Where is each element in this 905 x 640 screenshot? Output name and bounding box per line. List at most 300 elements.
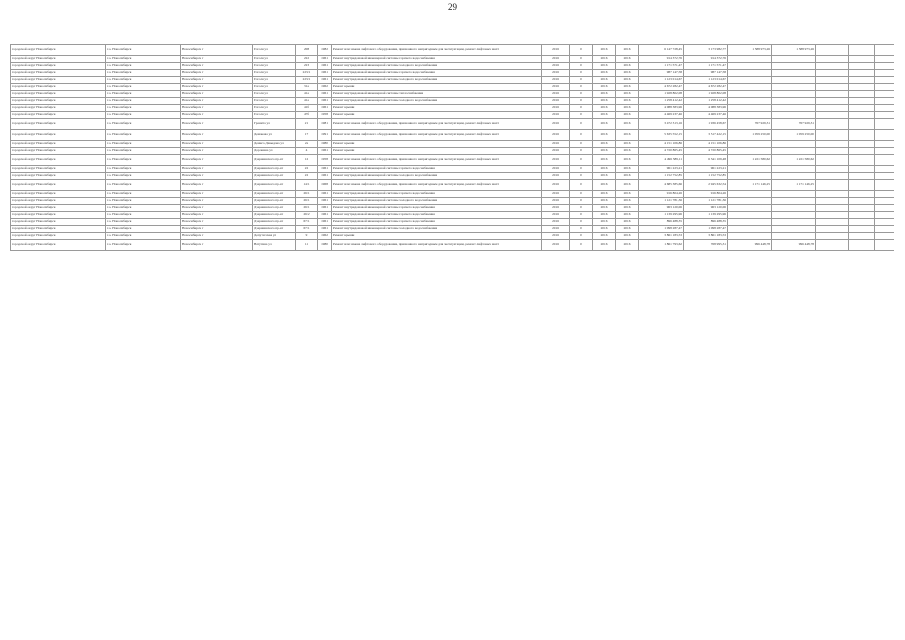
start-year-cell: 2016 [593, 219, 616, 226]
extra-cell-3 [875, 56, 895, 63]
end-year-cell: 2016 [616, 70, 639, 77]
fund-cost-cell: 961 223,21 [684, 166, 728, 173]
street-cell: Гранита ул [253, 119, 296, 130]
total-cost-cell: 4 685 385,66 [639, 180, 684, 191]
extra-cell-3 [875, 77, 895, 84]
extra-cell-2 [849, 105, 875, 112]
end-year-cell: 2016 [616, 226, 639, 233]
extra-cell-2 [849, 148, 875, 155]
flag-cell: 0 [570, 233, 593, 240]
flag-cell: 0 [570, 148, 593, 155]
settlement-cell: г.о. Новосибирск [106, 166, 181, 173]
street-cell: Дзержинского пр-кт [253, 180, 296, 191]
street-cell: Демакова ул [253, 130, 296, 141]
house-cell: 31а [296, 84, 318, 91]
flag-cell: 0 [570, 205, 593, 212]
year-cell: 1961 [318, 212, 332, 219]
start-year-cell: 2016 [593, 141, 616, 148]
flag-cell: 0 [570, 240, 593, 251]
settlement-cell: г.о. Новосибирск [106, 240, 181, 251]
table-row [11, 84, 895, 91]
extra-cell-3 [875, 212, 895, 219]
municipality-cell: городской округ Новосибирск [11, 45, 106, 56]
work-type-cell: Ремонт или замена лифтового оборудования, признанного непригодным для эксплуатации, ремонт лифтовых шахт [332, 180, 542, 191]
fund-cost-cell: 4 720 865,45 [684, 148, 728, 155]
total-cost-cell: 1 098 287,47 [639, 226, 684, 233]
settlement-cell: г.о. Новосибирск [106, 198, 181, 205]
extra-cell-2 [849, 166, 875, 173]
extra-cell-1 [816, 205, 849, 212]
fund-cost-cell: 1 258 412,42 [684, 98, 728, 105]
extra-cell-2 [849, 191, 875, 198]
flag-cell: 0 [570, 91, 593, 98]
total-cost-cell: 961 223,21 [639, 166, 684, 173]
extra-cell-2 [849, 212, 875, 219]
end-year-cell: 2016 [616, 130, 639, 141]
flag-cell: 0 [570, 155, 593, 166]
start-year-cell: 2016 [593, 226, 616, 233]
total-cost-cell: 987 147,58 [639, 70, 684, 77]
extra-cell-1 [816, 130, 849, 141]
fund-cost-cell: 1 171 571,47 [684, 63, 728, 70]
owners-cost-cell: 1 171 146,25 [772, 180, 816, 191]
table-row [11, 240, 895, 251]
year-cell: 1961 [318, 219, 332, 226]
municipality-cell: городской округ Новосибирск [11, 173, 106, 180]
start-year-cell: 2016 [593, 105, 616, 112]
start-year-cell: 2016 [593, 191, 616, 198]
end-year-cell: 2016 [616, 191, 639, 198]
table-row [11, 226, 895, 233]
fund-cost-cell: 1 123 014,67 [684, 77, 728, 84]
budget-cost-cell [728, 173, 772, 180]
municipality-cell: городской округ Новосибирск [11, 91, 106, 98]
municipality-cell: городской округ Новосибирск [11, 105, 106, 112]
city-cell: Новосибирск г [181, 84, 253, 91]
city-cell: Новосибирск г [181, 63, 253, 70]
extra-cell-1 [816, 63, 849, 70]
capital-repair-table [10, 44, 894, 251]
city-cell: Новосибирск г [181, 198, 253, 205]
extra-cell-1 [816, 219, 849, 226]
start-year-cell: 2016 [593, 233, 616, 240]
plan-year-cell: 2016 [542, 219, 570, 226]
owners-cost-cell: 1 059 250,00 [772, 130, 816, 141]
work-type-cell: Ремонт внутридомовой инженерной системы горячего водоснабжения [332, 166, 542, 173]
fund-cost-cell: 4 151 106,86 [684, 141, 728, 148]
year-cell: 1981 [318, 119, 332, 130]
fund-cost-cell: 1 098 287,47 [684, 226, 728, 233]
settlement-cell: г.о. Новосибирск [106, 119, 181, 130]
extra-cell-2 [849, 70, 875, 77]
work-type-cell: Ремонт или замена лифтового оборудования, признанного непригодным для эксплуатации, ремонт лифтовых шахт [332, 240, 542, 251]
end-year-cell: 2016 [616, 91, 639, 98]
total-cost-cell: 1 861 793,62 [639, 240, 684, 251]
table-row [11, 77, 895, 84]
city-cell: Новосибирск г [181, 141, 253, 148]
house-cell: 67/1 [296, 226, 318, 233]
fund-cost-cell: 6 341 109,48 [684, 155, 728, 166]
end-year-cell: 2016 [616, 219, 639, 226]
extra-cell-3 [875, 219, 895, 226]
flag-cell: 0 [570, 56, 593, 63]
house-cell: 208 [296, 45, 318, 56]
house-cell: 41а [296, 91, 318, 98]
street-cell: Дзержинского пр-кт [253, 219, 296, 226]
flag-cell: 0 [570, 98, 593, 105]
total-cost-cell: 4 672 282,47 [639, 84, 684, 91]
fund-cost-cell: 3 517 422,15 [684, 130, 728, 141]
municipality-cell: городской округ Новосибирск [11, 166, 106, 173]
flag-cell: 0 [570, 130, 593, 141]
total-cost-cell: 1 928 802,08 [639, 91, 684, 98]
budget-cost-cell: 767 929,31 [728, 119, 772, 130]
extra-cell-1 [816, 98, 849, 105]
municipality-cell: городской округ Новосибирск [11, 77, 106, 84]
settlement-cell: г.о. Новосибирск [106, 191, 181, 198]
city-cell: Новосибирск г [181, 233, 253, 240]
total-cost-cell: 1 139 295,96 [639, 212, 684, 219]
fund-cost-cell: 1 121 781,36 [684, 198, 728, 205]
plan-year-cell: 2016 [542, 180, 570, 191]
start-year-cell: 2016 [593, 130, 616, 141]
settlement-cell: г.о. Новосибирск [106, 63, 181, 70]
end-year-cell: 2016 [616, 233, 639, 240]
table-row [11, 148, 895, 155]
year-cell: 1961 [318, 91, 332, 98]
extra-cell-2 [849, 173, 875, 180]
owners-cost-cell [772, 148, 816, 155]
street-cell: Дзержинского пр-кт [253, 212, 296, 219]
flag-cell: 0 [570, 166, 593, 173]
municipality-cell: городской округ Новосибирск [11, 84, 106, 91]
start-year-cell: 2016 [593, 112, 616, 119]
start-year-cell: 2016 [593, 56, 616, 63]
extra-cell-1 [816, 191, 849, 198]
house-cell: 17 [296, 130, 318, 141]
owners-cost-cell: 1 221 580,62 [772, 155, 816, 166]
extra-cell-2 [849, 98, 875, 105]
plan-year-cell: 2016 [542, 173, 570, 180]
municipality-cell: городской округ Новосибирск [11, 205, 106, 212]
plan-year-cell: 2016 [542, 77, 570, 84]
plan-year-cell: 2016 [542, 240, 570, 251]
year-cell: 1961 [318, 105, 332, 112]
budget-cost-cell: 1 588 973,26 [728, 45, 772, 56]
plan-year-cell: 2016 [542, 112, 570, 119]
extra-cell-1 [816, 226, 849, 233]
street-cell: Гоголя ул [253, 56, 296, 63]
extra-cell-3 [875, 130, 895, 141]
street-cell: Гоголя ул [253, 77, 296, 84]
table-row [11, 91, 895, 98]
extra-cell-3 [875, 198, 895, 205]
fund-cost-cell: 1 139 295,96 [684, 212, 728, 219]
extra-cell-1 [816, 56, 849, 63]
total-cost-cell: 1 123 014,67 [639, 77, 684, 84]
city-cell: Новосибирск г [181, 166, 253, 173]
work-type-cell: Ремонт внутридомовой инженерной системы холодного водоснабжения [332, 77, 542, 84]
work-type-cell: Ремонт внутридомовой инженерной системы горячего водоснабжения [332, 70, 542, 77]
owners-cost-cell [772, 70, 816, 77]
extra-cell-1 [816, 70, 849, 77]
start-year-cell: 2016 [593, 173, 616, 180]
work-type-cell: Ремонт внутридомовой инженерной системы горячего водоснабжения [332, 212, 542, 219]
work-type-cell: Ремонт крыши [332, 112, 542, 119]
street-cell: Депутатская ул [253, 233, 296, 240]
street-cell: Дениса Давыдова ул [253, 141, 296, 148]
extra-cell-1 [816, 45, 849, 56]
end-year-cell: 2016 [616, 166, 639, 173]
budget-cost-cell [728, 198, 772, 205]
budget-cost-cell [728, 148, 772, 155]
total-cost-cell: 4 720 865,45 [639, 148, 684, 155]
city-cell: Новосибирск г [181, 212, 253, 219]
table-row [11, 141, 895, 148]
extra-cell-3 [875, 180, 895, 191]
start-year-cell: 2016 [593, 212, 616, 219]
year-cell: 1961 [318, 56, 332, 63]
flag-cell: 0 [570, 63, 593, 70]
fund-cost-cell: 3 173 982,77 [684, 45, 728, 56]
municipality-cell: городской округ Новосибирск [11, 226, 106, 233]
end-year-cell: 2016 [616, 45, 639, 56]
year-cell: 1980 [318, 240, 332, 251]
municipality-cell: городской округ Новосибирск [11, 155, 106, 166]
total-cost-cell: 3 861 183,53 [639, 233, 684, 240]
table-row [11, 63, 895, 70]
fund-cost-cell: 916 804,26 [684, 191, 728, 198]
start-year-cell: 2016 [593, 240, 616, 251]
flag-cell: 0 [570, 191, 593, 198]
fund-cost-cell: 896 488,35 [684, 219, 728, 226]
table-row [11, 191, 895, 198]
city-cell: Новосибирск г [181, 77, 253, 84]
street-cell: Доронина ул [253, 148, 296, 155]
extra-cell-3 [875, 233, 895, 240]
table-body [11, 45, 895, 251]
extra-cell-1 [816, 155, 849, 166]
fund-cost-cell: 987 147,58 [684, 70, 728, 77]
budget-cost-cell [728, 219, 772, 226]
plan-year-cell: 2016 [542, 166, 570, 173]
table-row [11, 155, 895, 166]
house-cell: 22 [296, 173, 318, 180]
house-cell: 9 [296, 233, 318, 240]
municipality-cell: городской округ Новосибирск [11, 56, 106, 63]
settlement-cell: г.о. Новосибирск [106, 77, 181, 84]
table-row [11, 212, 895, 219]
extra-cell-3 [875, 240, 895, 251]
extra-cell-3 [875, 191, 895, 198]
year-cell: 1961 [318, 77, 332, 84]
plan-year-cell: 2016 [542, 56, 570, 63]
start-year-cell: 2016 [593, 45, 616, 56]
municipality-cell: городской округ Новосибирск [11, 70, 106, 77]
budget-cost-cell [728, 233, 772, 240]
extra-cell-1 [816, 91, 849, 98]
work-type-cell: Ремонт крыши [332, 141, 542, 148]
settlement-cell: г.о. Новосибирск [106, 105, 181, 112]
extra-cell-1 [816, 198, 849, 205]
work-type-cell: Ремонт крыши [332, 148, 542, 155]
start-year-cell: 2016 [593, 70, 616, 77]
budget-cost-cell: 1 221 580,62 [728, 155, 772, 166]
city-cell: Новосибирск г [181, 105, 253, 112]
owners-cost-cell [772, 219, 816, 226]
table-row [11, 219, 895, 226]
settlement-cell: г.о. Новосибирск [106, 141, 181, 148]
year-cell: 1961 [318, 205, 332, 212]
municipality-cell: городской округ Новосибирск [11, 219, 106, 226]
capital-repair-table-container [10, 44, 894, 625]
municipality-cell: городской округ Новосибирск [11, 180, 106, 191]
house-cell: 11 [296, 240, 318, 251]
page-number: 29 [448, 2, 457, 12]
budget-cost-cell [728, 105, 772, 112]
house-cell: 26/1 [296, 205, 318, 212]
extra-cell-2 [849, 219, 875, 226]
city-cell: Новосибирск г [181, 45, 253, 56]
plan-year-cell: 2016 [542, 84, 570, 91]
flag-cell: 0 [570, 77, 593, 84]
work-type-cell: Ремонт внутридомовой инженерной системы горячего водоснабжения [332, 56, 542, 63]
year-cell: 1961 [318, 63, 332, 70]
street-cell: Гоголя ул [253, 112, 296, 119]
year-cell: 1961 [318, 191, 332, 198]
city-cell: Новосибирск г [181, 173, 253, 180]
owners-cost-cell [772, 98, 816, 105]
street-cell: Гоголя ул [253, 45, 296, 56]
house-cell: 22 [296, 166, 318, 173]
extra-cell-2 [849, 226, 875, 233]
year-cell: 1961 [318, 148, 332, 155]
table-row [11, 166, 895, 173]
total-cost-cell: 3 472 313,16 [639, 119, 684, 130]
end-year-cell: 2016 [616, 240, 639, 251]
flag-cell: 0 [570, 219, 593, 226]
fund-cost-cell: 1 928 802,08 [684, 91, 728, 98]
extra-cell-3 [875, 155, 895, 166]
budget-cost-cell [728, 56, 772, 63]
budget-cost-cell: 996 448,78 [728, 240, 772, 251]
budget-cost-cell [728, 226, 772, 233]
total-cost-cell: 6 147 728,45 [639, 45, 684, 56]
budget-cost-cell [728, 84, 772, 91]
extra-cell-1 [816, 148, 849, 155]
extra-cell-2 [849, 198, 875, 205]
work-type-cell: Ремонт крыши [332, 233, 542, 240]
extra-cell-2 [849, 240, 875, 251]
table-row [11, 130, 895, 141]
start-year-cell: 2016 [593, 84, 616, 91]
owners-cost-cell [772, 141, 816, 148]
city-cell: Новосибирск г [181, 70, 253, 77]
extra-cell-2 [849, 130, 875, 141]
year-cell: 1961 [318, 173, 332, 180]
start-year-cell: 2016 [593, 119, 616, 130]
extra-cell-1 [816, 112, 849, 119]
house-cell: 26/2 [296, 212, 318, 219]
end-year-cell: 2016 [616, 98, 639, 105]
plan-year-cell: 2016 [542, 155, 570, 166]
owners-cost-cell [772, 226, 816, 233]
year-cell: 1961 [318, 198, 332, 205]
plan-year-cell: 2016 [542, 105, 570, 112]
flag-cell: 0 [570, 119, 593, 130]
settlement-cell: г.о. Новосибирск [106, 219, 181, 226]
extra-cell-2 [849, 180, 875, 191]
total-cost-cell: 916 804,26 [639, 191, 684, 198]
street-cell: Гоголя ул [253, 84, 296, 91]
street-cell: Гоголя ул [253, 105, 296, 112]
start-year-cell: 2016 [593, 205, 616, 212]
owners-cost-cell [772, 105, 816, 112]
house-cell: 47б [296, 112, 318, 119]
municipality-cell: городской округ Новосибирск [11, 212, 106, 219]
street-cell: Дзержинского пр-кт [253, 191, 296, 198]
street-cell: Ватутина ул [253, 240, 296, 251]
plan-year-cell: 2016 [542, 70, 570, 77]
house-cell: 14/1 [296, 180, 318, 191]
year-cell: 1961 [318, 70, 332, 77]
house-cell: 223/1 [296, 70, 318, 77]
city-cell: Новосибирск г [181, 148, 253, 155]
work-type-cell: Ремонт внутридомовой инженерной системы горячего водоснабжения [332, 191, 542, 198]
municipality-cell: городской округ Новосибирск [11, 233, 106, 240]
owners-cost-cell [772, 84, 816, 91]
extra-cell-3 [875, 98, 895, 105]
extra-cell-2 [849, 233, 875, 240]
fund-cost-cell: 4 088 383,96 [684, 105, 728, 112]
street-cell: Дзержинского пр-кт [253, 226, 296, 233]
street-cell: Гоголя ул [253, 63, 296, 70]
total-cost-cell: 914 372,76 [639, 56, 684, 63]
settlement-cell: г.о. Новосибирск [106, 212, 181, 219]
year-cell: 1958 [318, 112, 332, 119]
total-cost-cell: 896 488,35 [639, 219, 684, 226]
work-type-cell: Ремонт внутридомовой инженерной системы горячего водоснабжения [332, 205, 542, 212]
table-row [11, 70, 895, 77]
work-type-cell: Ремонт внутридомовой инженерной системы холодного водоснабжения [332, 98, 542, 105]
flag-cell: 0 [570, 226, 593, 233]
settlement-cell: г.о. Новосибирск [106, 205, 181, 212]
end-year-cell: 2016 [616, 84, 639, 91]
street-cell: Дзержинского пр-кт [253, 198, 296, 205]
city-cell: Новосибирск г [181, 180, 253, 191]
budget-cost-cell [728, 91, 772, 98]
plan-year-cell: 2016 [542, 191, 570, 198]
work-type-cell: Ремонт внутридомовой инженерной системы холодного водоснабжения [332, 198, 542, 205]
flag-cell: 0 [570, 112, 593, 119]
fund-cost-cell: 4 672 282,47 [684, 84, 728, 91]
end-year-cell: 2016 [616, 180, 639, 191]
year-cell: 1982 [318, 45, 332, 56]
flag-cell: 0 [570, 84, 593, 91]
city-cell: Новосибирск г [181, 219, 253, 226]
extra-cell-3 [875, 112, 895, 119]
owners-cost-cell [772, 212, 816, 219]
extra-cell-1 [816, 141, 849, 148]
city-cell: Новосибирск г [181, 112, 253, 119]
flag-cell: 0 [570, 45, 593, 56]
extra-cell-3 [875, 70, 895, 77]
street-cell: Гоголя ул [253, 91, 296, 98]
fund-cost-cell: 1 936 458,67 [684, 119, 728, 130]
house-cell: 67/1 [296, 219, 318, 226]
owners-cost-cell [772, 91, 816, 98]
city-cell: Новосибирск г [181, 191, 253, 198]
